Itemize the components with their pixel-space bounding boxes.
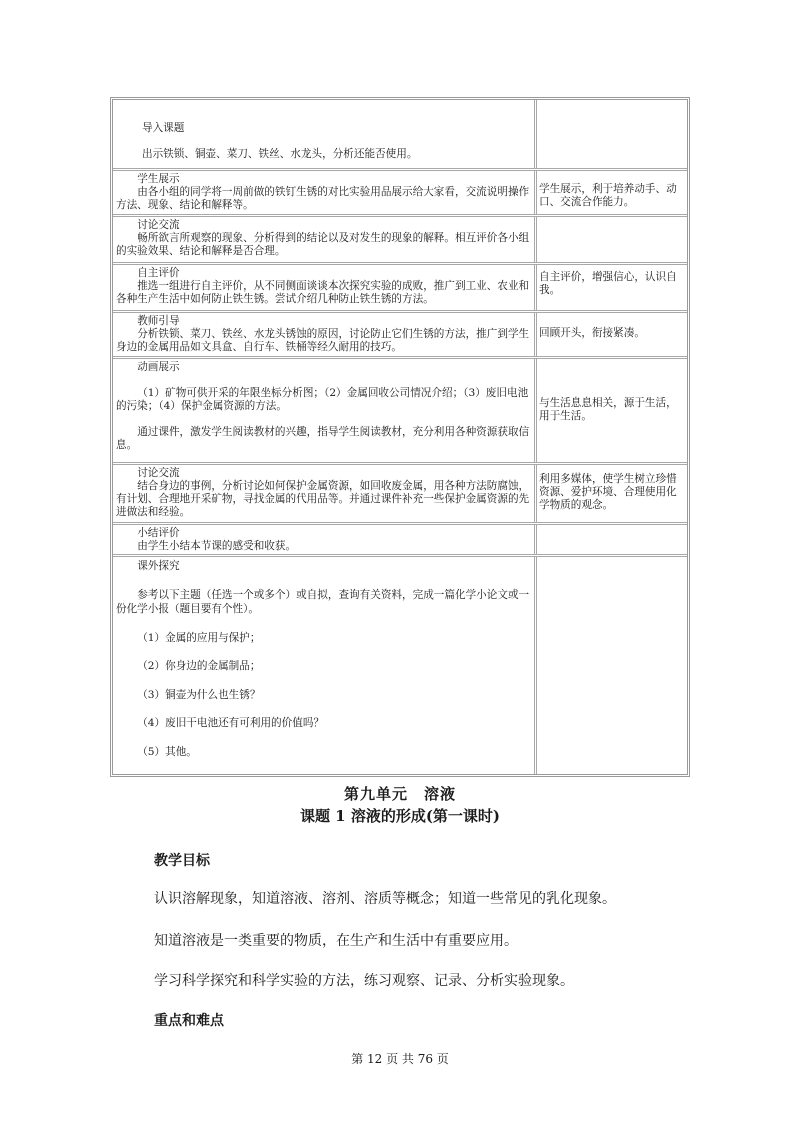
- unit-title: 第九单元 溶液: [343, 785, 456, 803]
- purpose-cell: [537, 171, 687, 214]
- list-item: （3）铜壶为什么也生锈？: [137, 688, 261, 701]
- activity-cell: [113, 557, 537, 774]
- list-item: （2）你身边的金属制品；: [137, 660, 261, 672]
- objective-item: 知道溶液是一类重要的物质，在生产和生活中有重要应用。: [154, 933, 518, 949]
- row-heading: 学生展示: [137, 173, 180, 185]
- purpose-text: 利用多媒体，使学生树立珍惜资源、爱护环境、合理使用化学物质的观念。: [539, 473, 677, 511]
- table-row: [113, 554, 687, 774]
- table-row: [113, 462, 687, 522]
- row-text: 结合身边的事例，分析讨论如何保护金属资源，如回收废金属，用各种方法防腐蚀，有计划、合理地开采矿物，寻找金属的代用品等。并通过课件补充一些保护金属资源的先进做法和经验。: [116, 480, 530, 518]
- row-text: 分析铁锁、菜刀、铁丝、水龙头锈蚀的原因，讨论防止它们生锈的方法，推广到学生身边的金属用品如文具盒、自行车、铁桶等经久耐用的技巧。: [116, 328, 530, 353]
- table-row: [113, 100, 687, 168]
- lesson-title: 课题 1 溶液的形成(第一课时): [299, 807, 501, 825]
- purpose-cell: [537, 465, 687, 522]
- table-row: [113, 522, 687, 554]
- activity-cell: [113, 171, 537, 214]
- activity-cell: [113, 217, 537, 262]
- table-row: [113, 214, 687, 262]
- list-item: （5）其他。: [137, 745, 197, 758]
- purpose-cell: [537, 525, 687, 554]
- table-row: [113, 356, 687, 462]
- row-heading: 讨论交流: [137, 219, 180, 231]
- list-item: （1）金属的应用与保护；: [137, 631, 261, 644]
- row-text: 推选一组进行自主评价，从不同侧面谈谈本次探究实验的成败，推广到工业、农业和各种生产生活中如何防止铁生锈。尝试介绍几种防止铁生锈的方法。: [116, 280, 530, 305]
- activity-cell: [113, 525, 537, 554]
- row-text: （1）矿物可供开采的年限坐标分析图；（2）金属回收公司情况介绍；（3）废旧电池的污染；（4）保护金属资源的方法。: [116, 387, 529, 412]
- activity-cell: [113, 100, 537, 168]
- table-row: [113, 262, 687, 310]
- row-heading: 小结评价: [137, 527, 180, 539]
- purpose-cell: [537, 100, 687, 168]
- objective-item: 学习科学探究和科学实验的方法，练习观察、记录、分析实验现象。: [154, 973, 574, 989]
- row-heading: 动画展示: [137, 361, 180, 373]
- activity-cell: [113, 359, 537, 462]
- purpose-cell: [537, 359, 687, 462]
- row-text: 出示铁锁、铜壶、菜刀、铁丝、水龙头，分析还能否使用。: [142, 148, 418, 160]
- section-heading-key-points: 重点和难点: [154, 1013, 224, 1029]
- table-row: [113, 310, 687, 356]
- purpose-text: 回顾开头，衔接紧凑。: [539, 327, 645, 339]
- purpose-text: 自主评价，增强信心，认识自我。: [539, 271, 677, 296]
- row-text: 通过课件，激发学生阅读教材的兴趣，指导学生阅读教材，充分利用各种资源获取信息。: [116, 426, 530, 451]
- row-heading: 教师引导: [137, 315, 180, 327]
- row-heading: 讨论交流: [137, 467, 180, 479]
- page-footer: 第 12 页 共 76 页: [351, 1052, 449, 1066]
- purpose-text: 与生活息息相关，源于生活，用于生活。: [539, 397, 677, 422]
- purpose-cell: [537, 217, 687, 262]
- section-heading-objectives: 教学目标: [154, 853, 210, 869]
- row-text: 参考以下主题（任选一个或多个）或自拟，查询有关资料，完成一篇化学小论文或一份化学小报（题目要有个性）。: [116, 588, 530, 615]
- row-text: 由学生小结本节课的感受和收获。: [137, 540, 297, 552]
- activity-cell: [113, 465, 537, 522]
- purpose-text: 学生展示，利于培养动手、动口、交流合作能力。: [539, 183, 677, 208]
- table-row: [113, 168, 687, 214]
- row-heading: 自主评价: [137, 267, 180, 279]
- objective-item: 认识溶解现象，知道溶液、溶剂、溶质等概念；知道一些常见的乳化现象。: [154, 891, 616, 907]
- list-item: （4）废旧干电池还有可利用的价值吗？: [137, 717, 325, 729]
- row-heading: 导入课题: [142, 122, 185, 134]
- lesson-plan-table: [110, 97, 690, 777]
- purpose-cell: [537, 313, 687, 356]
- activity-cell: [113, 313, 537, 356]
- row-text: 畅所欲言所观察的现象、分析得到的结论以及对发生的现象的解释。相互评价各小组的实验效果、结论和解释是否合理。: [116, 232, 530, 257]
- activity-cell: [113, 265, 537, 310]
- row-heading: 课外探究: [137, 560, 180, 572]
- row-text: 由各小组的同学将一周前做的铁钉生锈的对比实验用品展示给大家看，交流说明操作方法、现象、结论和解释等。: [116, 186, 530, 211]
- purpose-cell: [537, 557, 687, 774]
- purpose-cell: [537, 265, 687, 310]
